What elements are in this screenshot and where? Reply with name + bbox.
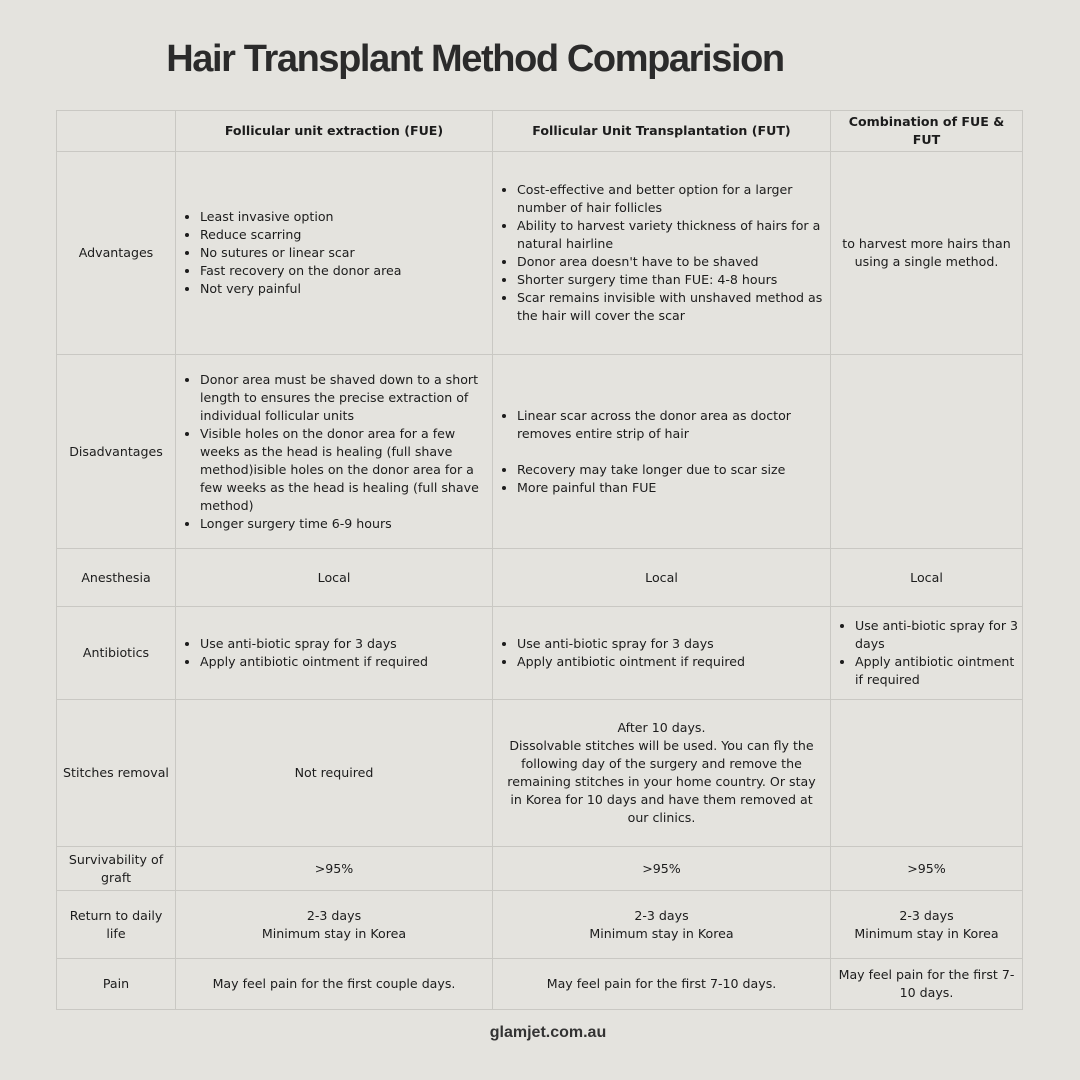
return-combination-cell xyxy=(831,891,1023,959)
header-combination: Combination of FUE & FUT xyxy=(831,111,1023,152)
row-anesthesia xyxy=(57,549,1023,607)
list-item: • Apply antibiotic ointment if required xyxy=(855,653,1020,689)
row-return-to-daily-life xyxy=(57,891,1023,959)
row-label-advantages: Advantages xyxy=(57,152,176,355)
list-item: • Donor area must be shaved down to a short length to ensures the precise extraction of individual follicular units xyxy=(200,371,490,425)
return-combination-line2: Minimum stay in Korea xyxy=(854,925,999,941)
return-fue-line1: 2-3 days xyxy=(306,907,362,923)
row-survivability xyxy=(57,847,1023,891)
return-combination-line1: 2-3 days xyxy=(899,907,954,923)
advantages-fue-cell xyxy=(176,152,493,355)
row-pain xyxy=(57,959,1023,1010)
pain-combination-cell: May feel pain for the first 7-10 days. xyxy=(831,959,1023,1010)
survivability-combination-cell: >95% xyxy=(831,847,1023,891)
list-item: • Ability to harvest variety thickness of hairs for a natural hairline xyxy=(517,217,828,253)
antibiotics-fue-list xyxy=(178,635,490,671)
list-item: • Recovery may take longer due to scar size xyxy=(517,461,828,479)
row-label-anesthesia: Anesthesia xyxy=(57,549,176,607)
advantages-fut-list xyxy=(495,181,828,325)
stitches-fut-line1: After 10 days. xyxy=(617,720,706,735)
row-label-antibiotics: Antibiotics xyxy=(57,607,176,700)
anesthesia-combination-cell: Local xyxy=(831,549,1023,607)
list-item: • Longer surgery time 6-9 hours xyxy=(200,515,490,533)
disadvantages-fue-cell xyxy=(176,355,493,549)
disadvantages-combination-cell xyxy=(831,355,1023,549)
header-row xyxy=(57,111,1023,152)
row-label-pain: Pain xyxy=(57,959,176,1010)
survivability-fut-cell: >95% xyxy=(493,847,831,891)
antibiotics-fue-cell xyxy=(176,607,493,700)
list-item: • Apply antibiotic ointment if required xyxy=(517,653,828,671)
antibiotics-combination-cell xyxy=(831,607,1023,700)
list-item: • No sutures or linear scar xyxy=(200,244,490,262)
list-item: • Shorter surgery time than FUE: 4-8 hours xyxy=(517,271,828,289)
return-fue-cell xyxy=(176,891,493,959)
disadvantages-fue-list xyxy=(178,371,490,533)
list-item: • Fast recovery on the donor area xyxy=(200,262,490,280)
list-item: • Use anti-biotic spray for 3 days xyxy=(517,635,828,653)
header-empty-cell xyxy=(57,111,176,152)
row-advantages xyxy=(57,152,1023,355)
return-fut-cell xyxy=(493,891,831,959)
survivability-fue-cell: >95% xyxy=(176,847,493,891)
list-item: • Linear scar across the donor area as doctor removes entire strip of hair xyxy=(517,407,828,443)
list-item: • Least invasive option xyxy=(200,208,490,226)
header-fut: Follicular Unit Transplantation (FUT) xyxy=(493,111,831,152)
list-item: • Donor area doesn't have to be shaved xyxy=(517,253,828,271)
return-fue-line2: Minimum stay in Korea xyxy=(261,925,407,941)
stitches-fut-line2: Dissolvable stitches will be used. You can fly the following day of the surgery and remove the remaining stitches in your home country. Or stay in Korea for 10 days and have them removed at our clinics. xyxy=(507,738,816,825)
row-label-survivability: Survivability of graft xyxy=(57,847,176,891)
row-antibiotics xyxy=(57,607,1023,700)
list-item: • Use anti-biotic spray for 3 days xyxy=(200,635,490,653)
stitches-fue-cell: Not required xyxy=(176,700,493,847)
list-item: • Not very painful xyxy=(200,280,490,298)
antibiotics-combination-list xyxy=(833,617,1020,689)
advantages-fut-cell xyxy=(493,152,831,355)
list-item: • Reduce scarring xyxy=(200,226,490,244)
disadvantages-fut-list xyxy=(495,407,828,497)
header-fue: Follicular unit extraction (FUE) xyxy=(176,111,493,152)
footer-website: glamjet.com.au xyxy=(489,1024,607,1041)
row-label-disadvantages: Disadvantages xyxy=(57,355,176,549)
pain-fue-cell: May feel pain for the first couple days. xyxy=(176,959,493,1010)
pain-fut-cell: May feel pain for the first 7-10 days. xyxy=(493,959,831,1010)
anesthesia-fue-cell: Local xyxy=(176,549,493,607)
list-item: • Use anti-biotic spray for 3 days xyxy=(855,617,1020,653)
row-disadvantages xyxy=(57,355,1023,549)
anesthesia-fut-cell: Local xyxy=(493,549,831,607)
row-stitches-removal xyxy=(57,700,1023,847)
stitches-combination-cell xyxy=(831,700,1023,847)
list-item: • Visible holes on the donor area for a few weeks as the head is healing (full shave method)isible holes on the donor area for a few weeks as the head is healing (full shave method) xyxy=(200,425,490,515)
disadvantages-fut-cell xyxy=(493,355,831,549)
stitches-fut-cell xyxy=(493,700,831,847)
advantages-fue-list xyxy=(178,208,490,298)
list-item: • Cost-effective and better option for a larger number of hair follicles xyxy=(517,181,828,217)
antibiotics-fut-cell xyxy=(493,607,831,700)
antibiotics-fut-list xyxy=(495,635,828,671)
return-fut-line2: Minimum stay in Korea xyxy=(589,925,734,941)
list-item: • Scar remains invisible with unshaved method as the hair will cover the scar xyxy=(517,289,828,325)
row-label-return-to-daily-life: Return to daily life xyxy=(57,891,176,959)
row-label-stitches-removal: Stitches removal xyxy=(57,700,176,847)
page-title: Hair Transplant Method Comparision xyxy=(166,38,784,80)
list-item: • More painful than FUE xyxy=(517,479,828,497)
return-fut-line1: 2-3 days xyxy=(634,907,689,923)
advantages-combination-cell: to harvest more hairs than using a single method. xyxy=(831,152,1023,355)
list-item: • Apply antibiotic ointment if required xyxy=(200,653,490,671)
comparison-table xyxy=(56,110,1023,1010)
